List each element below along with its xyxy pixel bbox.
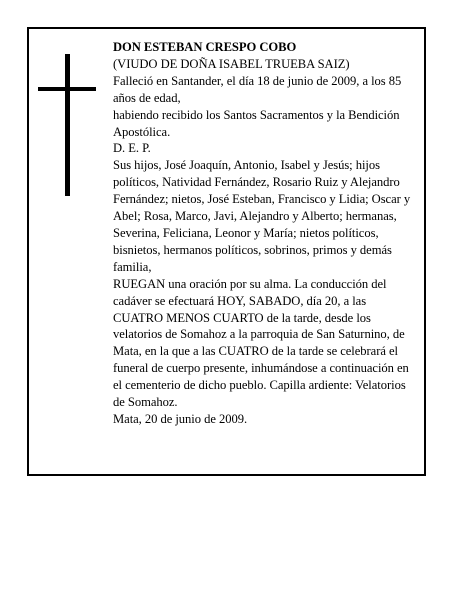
death-info: Falleció en Santander, el día 18 de junio de 2009, a los 85 años de edad, xyxy=(113,73,402,105)
deceased-name: DON ESTEBAN CRESPO COBO xyxy=(113,40,297,54)
widow-of-line: (VIUDO DE DOÑA ISABEL TRUEBA SAIZ) xyxy=(113,56,350,71)
cross-vertical-bar xyxy=(65,54,70,196)
rip-line: D. E. P. xyxy=(113,141,151,156)
place-and-date: Mata, 20 de junio de 2009. xyxy=(113,411,248,426)
cross-horizontal-bar xyxy=(38,87,96,91)
sacraments-line: habiendo recibido los Santos Sacramentos y la Bendición Apostólica. xyxy=(113,107,400,139)
family-list: Sus hijos, José Joaquín, Antonio, Isabel y Jesús; hijos políticos, Natividad Fernández, Rosario Ruiz y Alejandro Fernández; nietos, José Esteban, Francisco y Lidia; Oscar y Abel; Rosa, Marco, Javi, Alejandro y Alberto; hermanas, Severina, Feliciana, Leonor y María; nietos políticos, bisnietos, hermanos políticos, sobrinos, primos y demás familia, xyxy=(113,158,411,274)
funeral-details: RUEGAN una oración por su alma. La conducción del cadáver se efectuará HOY, SABADO, día 20, a las CUATRO MENOS CUARTO de la tarde, desde los velatorios de Somahoz a la parroquia de San Saturnino, de Mata, en la que a las CUATRO de la tarde se celebrará el funeral de cuerpo presente, inhumándose a continuación en el cementerio de dicho pueblo. Capilla ardiente: Velatorios de Somahoz. xyxy=(113,276,409,410)
obituary-text xyxy=(113,39,418,428)
